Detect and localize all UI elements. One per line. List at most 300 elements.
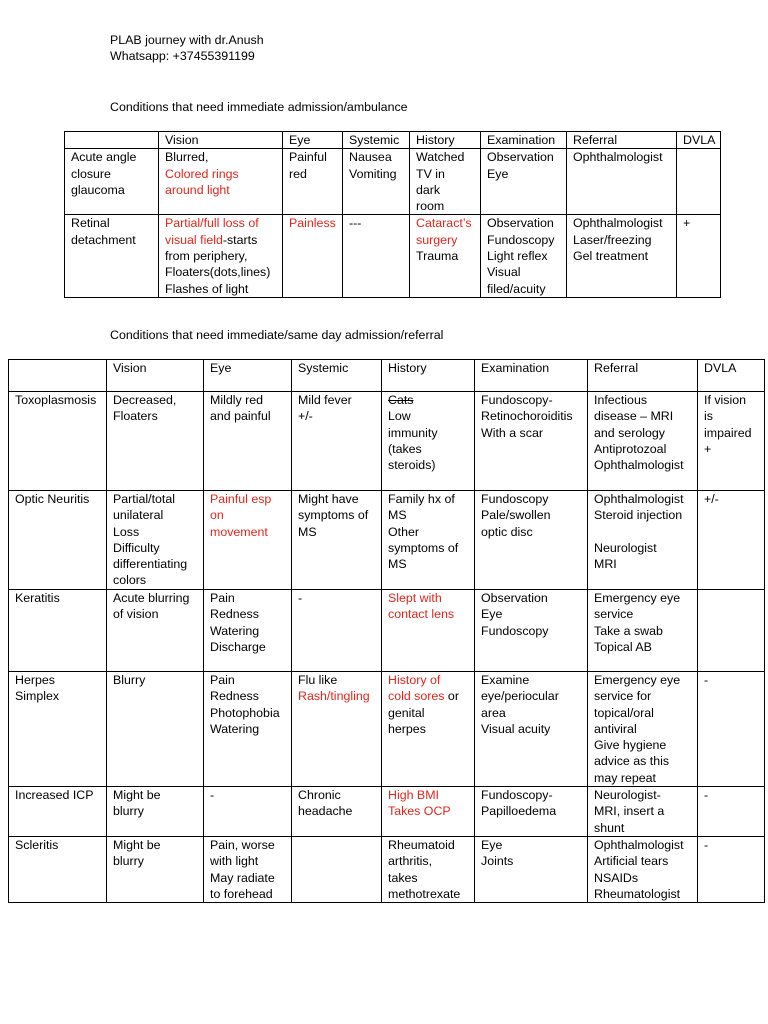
referral-text <box>594 590 691 606</box>
history-text <box>416 149 474 165</box>
vision-cell <box>107 590 204 672</box>
text-run: Takes OCP <box>388 804 451 819</box>
text-run: Watering <box>210 721 260 736</box>
text-run: headache <box>298 804 353 819</box>
text-run: Might be <box>113 838 161 853</box>
eye-cell <box>204 672 292 787</box>
dvla-cell <box>677 215 721 297</box>
text-run: to forehead <box>210 886 273 901</box>
eye-cell <box>204 590 292 672</box>
text-run: Observation <box>487 216 554 231</box>
examination-text <box>481 672 581 688</box>
referral-cell <box>588 392 698 491</box>
text-run: Floaters <box>113 409 158 424</box>
header-line-2: Whatsapp: +37455391199 <box>110 49 255 63</box>
table-row <box>65 215 721 297</box>
text-run: Fundoscopy <box>487 232 555 247</box>
examination-text <box>481 524 581 540</box>
text-run: dark <box>416 182 441 197</box>
examination-text <box>481 507 581 523</box>
systemic-cell <box>292 787 382 837</box>
text-run: Neurologist- <box>594 788 661 803</box>
text-run: Discharge <box>210 639 266 654</box>
vision-cell <box>107 837 204 903</box>
history-text <box>416 198 474 214</box>
condition-cell <box>9 787 107 837</box>
column-header: DVLA <box>677 132 721 149</box>
text-run: Emergency eye <box>594 591 681 605</box>
history-cell <box>410 149 481 215</box>
examination-cell <box>481 215 567 297</box>
text-run: Ophthalmologist <box>573 150 663 165</box>
text-run: Ophthalmologist <box>594 838 684 853</box>
systemic-text <box>298 392 375 408</box>
text-run: NSAIDs <box>594 870 639 885</box>
text-run: MS <box>388 557 407 572</box>
referral-text <box>594 753 691 769</box>
history-text <box>388 688 468 704</box>
column-header: History <box>410 132 481 149</box>
examination-cell <box>481 149 567 215</box>
text-suffix: -starts <box>222 232 258 247</box>
text-run: methotrexate <box>388 886 461 901</box>
examination-text <box>481 688 581 704</box>
vision-cell <box>107 491 204 590</box>
section1-title: Conditions that need immediate admission/ambulance <box>110 100 408 114</box>
vision-text <box>113 606 197 622</box>
text-run: symptoms of <box>298 508 369 523</box>
column-header: Eye <box>204 360 292 392</box>
table-row <box>9 672 765 787</box>
condition-name: Simplex <box>15 689 60 704</box>
text-run: of vision <box>113 607 159 622</box>
referral-text <box>594 688 691 704</box>
vision-text <box>113 392 197 408</box>
text-run: Painful esp <box>210 492 272 506</box>
text-run: topical/oral <box>594 705 654 720</box>
condition-name: Optic Neuritis <box>15 492 90 506</box>
text-run: Blurry <box>113 673 146 687</box>
text-run: May radiate <box>210 870 275 885</box>
text-run: around light <box>165 182 230 197</box>
text-run: Might be <box>113 788 161 803</box>
eye-cell <box>204 837 292 903</box>
history-text <box>388 886 468 902</box>
text-run: Artificial tears <box>594 854 669 869</box>
text-run: blurry <box>113 804 144 819</box>
dvla-cell <box>698 672 765 787</box>
referral-text <box>594 837 691 853</box>
text-run: TV in <box>416 166 445 181</box>
condition-name: Retinal <box>71 216 110 231</box>
systemic-text <box>298 837 375 853</box>
text-run: Topical AB <box>594 639 652 654</box>
eye-text <box>210 590 285 606</box>
text-run: Blurred, <box>165 150 209 165</box>
referral-cell <box>588 491 698 590</box>
vision-text <box>165 281 276 297</box>
text-run: movement <box>210 524 268 539</box>
column-header: Systemic <box>343 132 410 149</box>
eye-text <box>289 149 336 165</box>
systemic-cell <box>343 149 410 215</box>
text-run: Eye <box>481 838 503 853</box>
condition-cell <box>65 149 159 215</box>
referral-cell <box>588 837 698 903</box>
text-run: - <box>704 838 709 853</box>
eye-text <box>210 392 285 408</box>
text-run: Retinochoroiditis <box>481 409 573 424</box>
eye-cell <box>204 392 292 491</box>
dvla-text <box>704 787 758 803</box>
text-run: Nausea <box>349 150 392 165</box>
examination-text <box>481 590 581 606</box>
eye-text <box>289 166 336 182</box>
vision-text <box>165 232 276 248</box>
history-text <box>388 853 468 869</box>
condition-cell <box>9 590 107 672</box>
history-text <box>388 457 468 473</box>
referral-text <box>594 524 691 540</box>
condition-cell <box>9 392 107 491</box>
systemic-text <box>349 149 403 165</box>
condition-cell <box>9 491 107 590</box>
table-row <box>9 837 765 903</box>
history-text <box>388 408 468 424</box>
condition-name: Increased ICP <box>15 788 94 803</box>
history-cell <box>382 590 475 672</box>
vision-text <box>113 672 197 688</box>
dvla-text <box>683 149 714 165</box>
history-text <box>388 672 468 688</box>
text-run: Ophthalmologist <box>573 216 663 231</box>
condition-name: glaucoma <box>71 182 125 197</box>
dvla-text <box>704 425 758 441</box>
text-run: on <box>210 508 224 523</box>
text-run: History of <box>388 673 441 687</box>
history-text <box>388 837 468 853</box>
text-run: blurry <box>113 854 144 869</box>
same-day-referral-table <box>8 359 765 903</box>
text-run: Fundoscopy <box>481 623 549 638</box>
table-row <box>9 491 765 590</box>
referral-text <box>573 149 670 165</box>
text-run: Watched <box>416 150 465 165</box>
text-run: Infectious <box>594 393 648 407</box>
examination-text <box>481 721 581 737</box>
systemic-cell <box>292 590 382 672</box>
text-run: takes <box>388 870 418 885</box>
examination-cell <box>475 392 588 491</box>
eye-cell <box>283 149 343 215</box>
history-text <box>416 248 474 264</box>
text-run: Observation <box>487 150 554 165</box>
text-run: red <box>289 166 307 181</box>
text-run: Family hx of <box>388 492 455 506</box>
examination-text <box>487 149 560 165</box>
dvla-text <box>704 590 758 606</box>
systemic-cell <box>292 392 382 491</box>
column-header: History <box>382 360 475 392</box>
examination-text <box>481 623 581 639</box>
table-row <box>9 392 765 491</box>
eye-cell <box>283 215 343 297</box>
history-cell <box>382 491 475 590</box>
systemic-cell <box>343 215 410 297</box>
column-header <box>9 360 107 392</box>
vision-text <box>113 572 197 588</box>
dvla-cell <box>677 149 721 215</box>
history-cell <box>382 392 475 491</box>
history-cell <box>382 672 475 787</box>
vision-text <box>165 215 276 231</box>
referral-text <box>594 787 691 803</box>
eye-text <box>210 886 285 902</box>
history-cell <box>382 787 475 837</box>
text-run: Observation <box>481 591 548 605</box>
referral-text <box>594 886 691 902</box>
text-run: may repeat <box>594 770 656 785</box>
history-cell <box>382 837 475 903</box>
referral-text <box>594 540 691 556</box>
referral-text <box>594 441 691 457</box>
referral-text <box>594 606 691 622</box>
text-run: Ophthalmologist <box>594 458 684 473</box>
text-run: +/- <box>704 492 719 506</box>
dvla-text <box>704 672 758 688</box>
text-run: Flashes of light <box>165 281 249 296</box>
vision-text <box>113 507 197 523</box>
referral-text <box>573 232 670 248</box>
referral-text <box>594 705 691 721</box>
referral-cell <box>567 149 677 215</box>
text-run: Emergency eye <box>594 673 681 687</box>
systemic-text <box>298 491 375 507</box>
eye-text <box>210 606 285 622</box>
referral-cell <box>588 590 698 672</box>
text-run: Pain, worse <box>210 838 275 853</box>
text-run: Painless <box>289 216 336 231</box>
text-run: Pale/swollen <box>481 508 551 523</box>
condition-name: Acute angle <box>71 150 137 165</box>
condition-name: Toxoplasmosis <box>15 393 97 407</box>
text-run: Rash/tingling <box>298 689 370 704</box>
history-text <box>388 590 468 606</box>
column-header: Referral <box>567 132 677 149</box>
admission-ambulance-table <box>64 131 721 298</box>
text-run: eye/periocular <box>481 689 559 704</box>
text-run: cold sores <box>388 689 445 704</box>
text-run: and serology <box>594 425 665 440</box>
table-row <box>9 590 765 672</box>
referral-text <box>594 457 691 473</box>
referral-text <box>594 870 691 886</box>
text-run: Rheumatologist <box>594 886 681 901</box>
examination-text <box>481 705 581 721</box>
examination-text <box>487 166 560 182</box>
text-run: Photophobia <box>210 705 280 720</box>
systemic-text <box>298 688 375 704</box>
examination-text <box>487 232 560 248</box>
text-run: - <box>704 673 709 687</box>
text-run: differentiating <box>113 557 188 572</box>
eye-text <box>210 787 285 803</box>
text-run <box>594 525 597 539</box>
systemic-text <box>298 590 375 606</box>
text-run: disease – MRI <box>594 409 674 424</box>
text-run: - <box>298 591 303 605</box>
condition-name: Keratitis <box>15 591 60 605</box>
examination-text <box>487 248 560 264</box>
systemic-text <box>298 408 375 424</box>
text-run: Decreased, <box>113 393 177 407</box>
text-run: impaired <box>704 425 752 440</box>
history-text <box>388 705 468 721</box>
text-run: Acute blurring <box>113 591 190 605</box>
text-run: Take a swab <box>594 623 663 638</box>
examination-cell <box>475 837 588 903</box>
referral-cell <box>588 787 698 837</box>
text-run: filed/acuity <box>487 281 546 296</box>
table-row <box>9 787 765 837</box>
text-run: - <box>210 788 215 803</box>
examination-text <box>481 837 581 853</box>
history-text <box>416 215 474 231</box>
history-text <box>388 392 468 408</box>
text-run: Papilloedema <box>481 804 557 819</box>
eye-text <box>210 491 285 507</box>
referral-text <box>594 556 691 572</box>
text-run: antiviral <box>594 721 637 736</box>
text-run: Steroid injection <box>594 508 683 523</box>
text-run: service for <box>594 689 652 704</box>
systemic-text <box>298 803 375 819</box>
text-run: shunt <box>594 820 625 835</box>
examination-text <box>481 408 581 424</box>
vision-text <box>113 590 197 606</box>
examination-text <box>487 264 560 280</box>
column-header: Examination <box>475 360 588 392</box>
vision-cell <box>107 787 204 837</box>
text-run: herpes <box>388 721 426 736</box>
column-header: Vision <box>159 132 283 149</box>
systemic-text <box>349 166 403 182</box>
text-run: Floaters(dots,lines) <box>165 265 271 280</box>
eye-text <box>210 688 285 704</box>
examination-cell <box>475 787 588 837</box>
vision-text <box>113 540 197 556</box>
history-text <box>388 441 468 457</box>
text-run: Eye <box>481 607 503 622</box>
dvla-text <box>704 408 758 424</box>
text-run: Slept with <box>388 591 442 605</box>
systemic-text <box>298 787 375 803</box>
column-header: Systemic <box>292 360 382 392</box>
text-run: With a scar <box>481 425 543 440</box>
text-run: Flu like <box>298 673 338 687</box>
text-run: area <box>481 705 506 720</box>
vision-text <box>113 408 197 424</box>
vision-text <box>113 837 197 853</box>
examination-text <box>481 853 581 869</box>
text-run: Other <box>388 524 419 539</box>
text-run: Mildly red <box>210 393 264 407</box>
section2-title: Conditions that need immediate/same day admission/referral <box>110 328 444 342</box>
text-run: Redness <box>210 607 259 622</box>
text-run: + <box>704 441 712 456</box>
dvla-text <box>704 837 758 853</box>
condition-name: Scleritis <box>15 838 59 853</box>
eye-cell <box>204 787 292 837</box>
dvla-text <box>683 215 714 231</box>
dvla-text <box>704 392 758 408</box>
history-text <box>388 803 468 819</box>
column-header: Vision <box>107 360 204 392</box>
referral-text <box>594 408 691 424</box>
examination-text <box>487 215 560 231</box>
column-header: Eye <box>283 132 343 149</box>
condition-cell <box>9 837 107 903</box>
text-suffix: or <box>444 689 459 704</box>
referral-text <box>594 507 691 523</box>
text-run: MS <box>388 508 407 523</box>
table-row <box>65 149 721 215</box>
referral-text <box>594 623 691 639</box>
text-run: Give hygiene <box>594 738 667 753</box>
eye-text <box>210 408 285 424</box>
text-run: Gel treatment <box>573 249 649 264</box>
examination-text <box>487 281 560 297</box>
referral-text <box>594 721 691 737</box>
text-run: - <box>704 788 709 803</box>
examination-text <box>481 491 581 507</box>
text-run: advice as this <box>594 754 670 769</box>
vision-cell <box>159 149 283 215</box>
referral-text <box>594 853 691 869</box>
history-text <box>388 870 468 886</box>
column-header: Referral <box>588 360 698 392</box>
history-text <box>388 540 468 556</box>
text-run: Watering <box>210 623 260 638</box>
text-run: Difficulty <box>113 540 160 555</box>
text-run: Fundoscopy- <box>481 393 553 407</box>
eye-text <box>210 639 285 655</box>
text-run: is <box>704 409 713 424</box>
history-text <box>388 721 468 737</box>
referral-text <box>594 820 691 836</box>
text-run: Chronic <box>298 788 341 803</box>
dvla-cell <box>698 491 765 590</box>
eye-text <box>210 870 285 886</box>
text-run: Eye <box>487 166 509 181</box>
dvla-cell <box>698 837 765 903</box>
text-run: surgery <box>416 232 458 247</box>
history-text <box>388 524 468 540</box>
text-run: colors <box>113 573 147 588</box>
text-run: MRI, insert a <box>594 804 665 819</box>
referral-cell <box>588 672 698 787</box>
eye-text <box>210 705 285 721</box>
systemic-text <box>349 215 403 231</box>
history-text <box>388 606 468 622</box>
eye-text <box>210 721 285 737</box>
referral-text <box>594 425 691 441</box>
text-run: Ophthalmologist <box>594 492 684 506</box>
history-text <box>416 182 474 198</box>
text-run: Pain <box>210 591 235 605</box>
eye-text <box>210 524 285 540</box>
referral-text <box>573 215 670 231</box>
